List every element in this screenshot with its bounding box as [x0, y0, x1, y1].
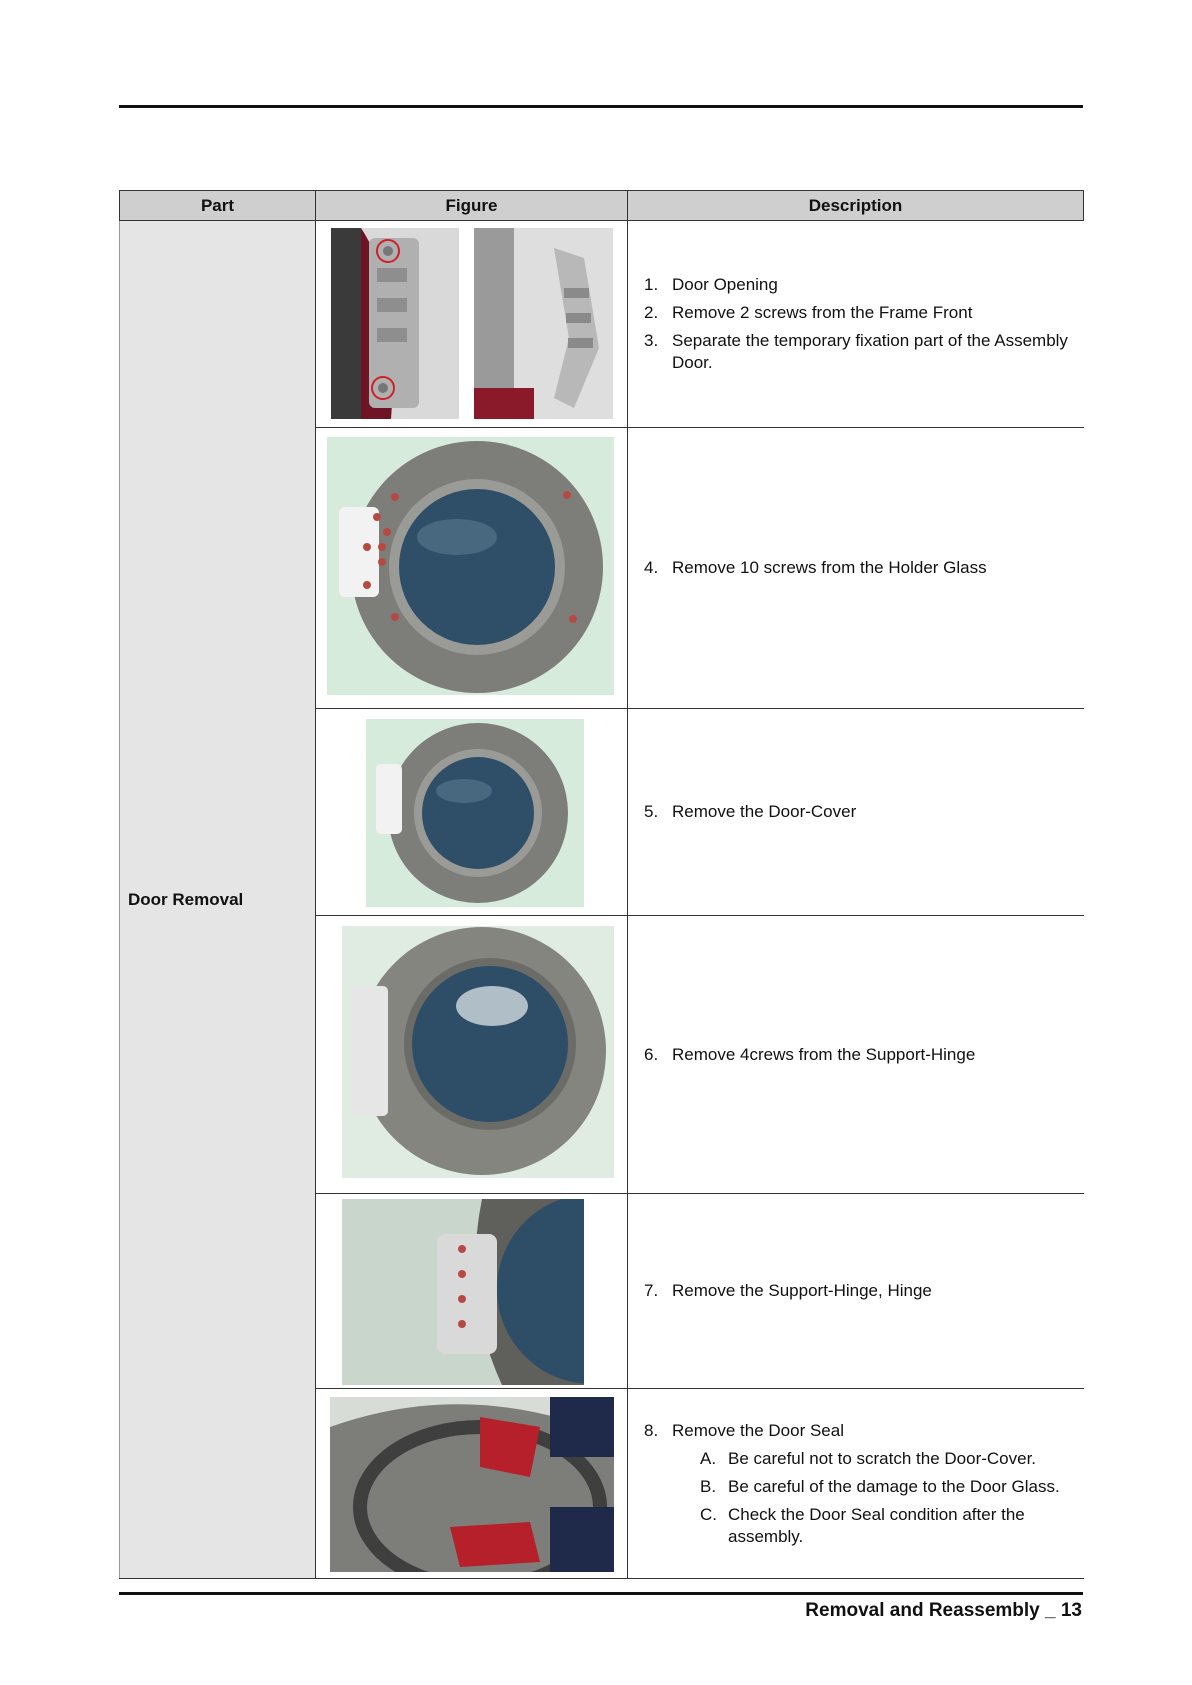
figure-cell: [316, 709, 628, 916]
header-description: Description: [628, 191, 1084, 221]
support-hinge-photo: [342, 1199, 584, 1385]
part-label: Door Removal: [128, 889, 244, 909]
step-list: [644, 801, 1084, 823]
page-footer: Removal and Reassembly _ 13: [805, 1600, 1082, 1621]
door-hinge-screws-photo: [331, 228, 459, 419]
substep-item: A. Be careful not to scratch the Door-Cover.: [700, 1448, 1037, 1468]
header-part: Part: [120, 191, 316, 221]
step-list: [644, 1280, 1084, 1302]
step-list: [644, 557, 1084, 579]
table-row: [120, 221, 1084, 428]
door-seal-photo: [330, 1397, 614, 1572]
figure-cell: [316, 1194, 628, 1389]
header-figure: Figure: [316, 191, 628, 221]
step-item: 2. Remove 2 screws from the Frame Front: [644, 303, 973, 322]
step-item: 1. Door Opening: [644, 275, 778, 294]
table-header-row: [120, 191, 1084, 221]
description-cell: [628, 221, 1084, 428]
substep-item: B. Be careful of the damage to the Door Glass.: [700, 1476, 1060, 1496]
step-item: 4. Remove 10 screws from the Holder Glass: [644, 558, 987, 577]
figure-cell: [316, 221, 628, 428]
step-item: 3. Separate the temporary fixation part of the Assembly Door.: [644, 331, 1068, 372]
step-list: [644, 1044, 1084, 1066]
door-cover-photo: [366, 719, 584, 907]
removal-table: [119, 190, 1084, 1579]
part-cell: [120, 221, 316, 1579]
door-opened-photo: [474, 228, 613, 419]
substep-list: [672, 1448, 1084, 1548]
step-item: 8. Remove the Door Seal A. Be careful not to scratch the Door-Cover. B. Be careful of the damage to the Door Glass. C. Check the Door Seal condition after the assembly.: [644, 1420, 1084, 1548]
bottom-rule: [119, 1592, 1083, 1595]
step-item: 5. Remove the Door-Cover: [644, 802, 857, 821]
support-hinge-screws-photo: [342, 926, 614, 1178]
step-item: 7. Remove the Support-Hinge, Hinge: [644, 1281, 932, 1300]
substep-item: C. Check the Door Seal condition after the assembly.: [700, 1504, 1025, 1546]
holder-glass-screws-photo: [327, 437, 614, 695]
description-cell: [628, 916, 1084, 1194]
figure-cell: [316, 1389, 628, 1579]
step-list: [644, 274, 1084, 374]
top-rule: [119, 105, 1083, 108]
description-cell: [628, 428, 1084, 709]
description-cell: [628, 1389, 1084, 1579]
step-item: 6. Remove 4crews from the Support-Hinge: [644, 1044, 976, 1064]
description-cell: [628, 709, 1084, 916]
step-list: [644, 1420, 1084, 1548]
figure-cell: [316, 916, 628, 1194]
description-cell: [628, 1194, 1084, 1389]
figure-cell: [316, 428, 628, 709]
